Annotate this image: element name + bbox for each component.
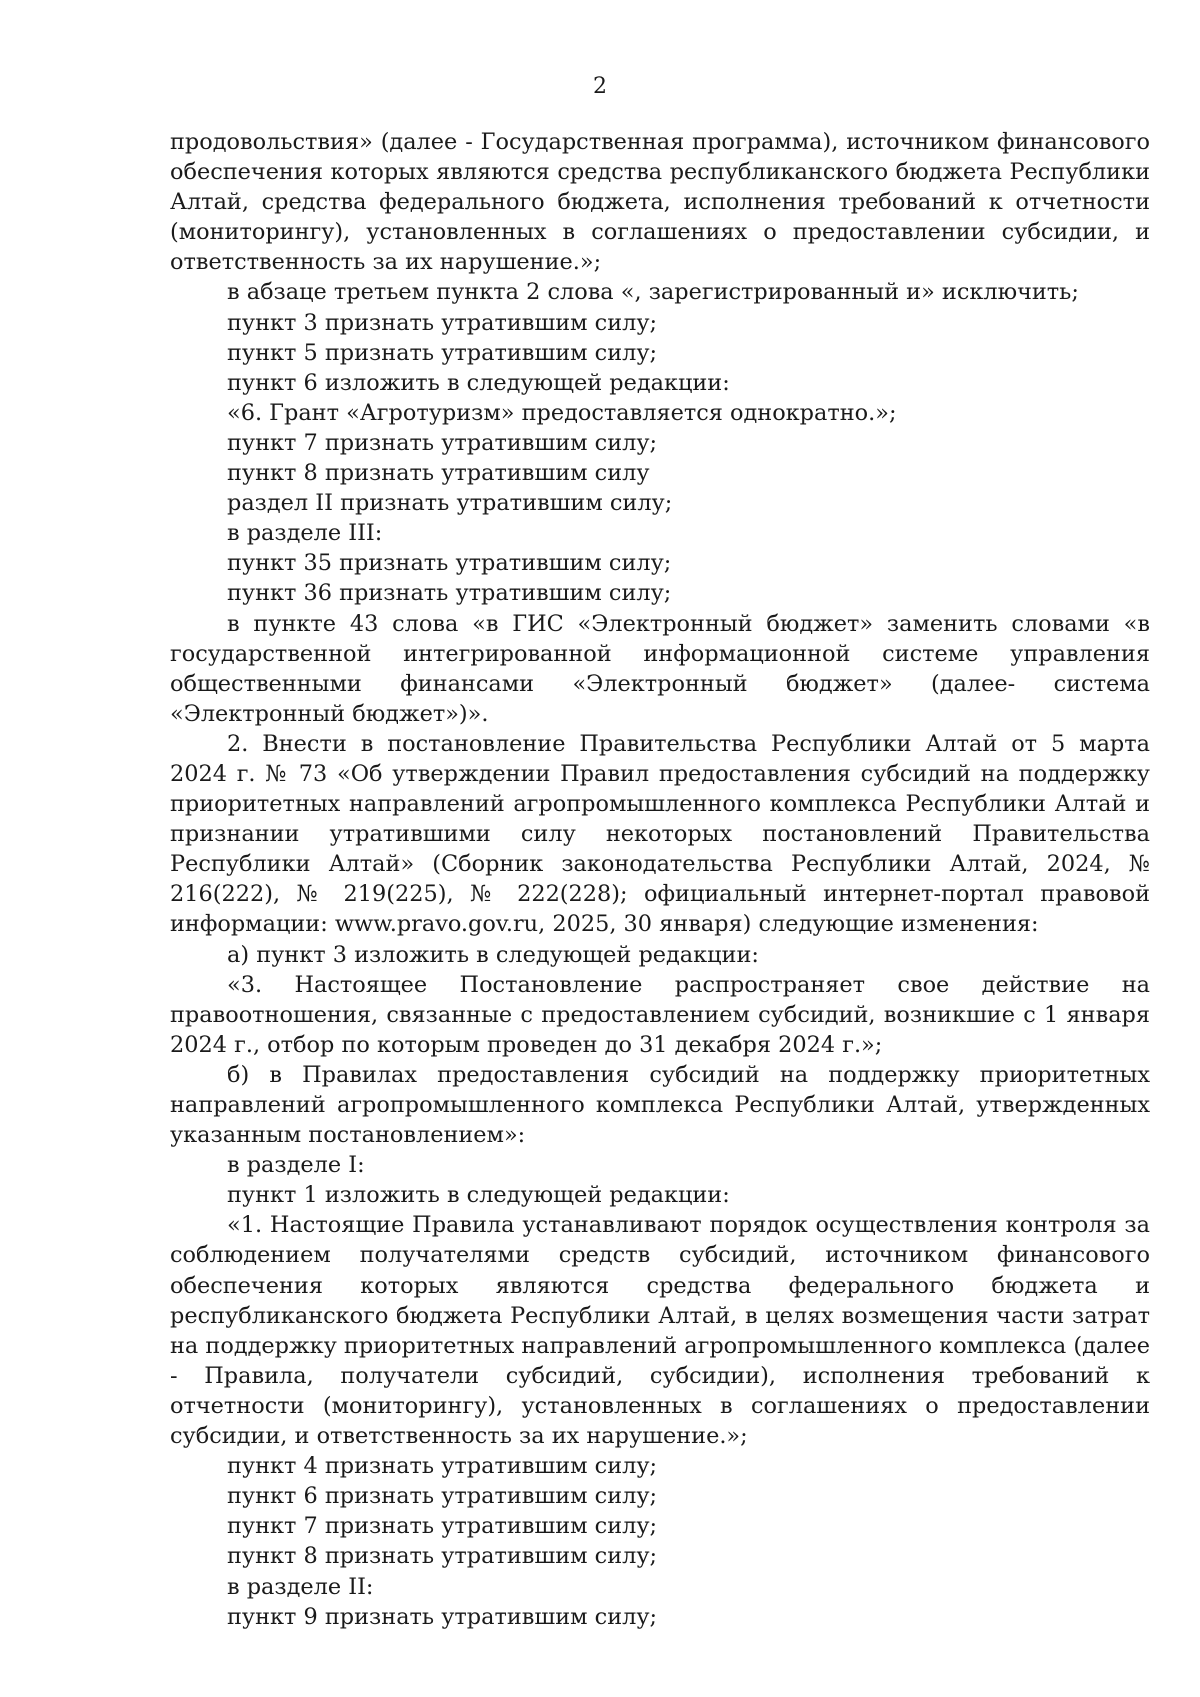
paragraph: пункт 5 признать утратившим силу; bbox=[227, 339, 658, 366]
paragraph: пункт 35 признать утратившим силу; bbox=[227, 550, 672, 577]
paragraph: пункт 1 изложить в следующей редакции: bbox=[227, 1182, 730, 1209]
paragraph: пункт 36 признать утратившим силу; bbox=[227, 580, 672, 607]
paragraph: в разделе II: bbox=[227, 1573, 374, 1600]
paragraph: в пункте 43 слова «в ГИС «Электронный бюджет» заменить словами «в государственной интегрированной информационной системе управления общественными финансами «Электронный бюджет» (далее- система «Электронный бюджет»)». bbox=[170, 610, 1150, 727]
page-number: 2 bbox=[593, 74, 607, 99]
paragraph: пункт 8 признать утратившим силу bbox=[227, 460, 650, 487]
paragraph: «6. Грант «Агротуризм» предоставляется однократно.»; bbox=[227, 399, 897, 426]
paragraph: в абзаце третьем пункта 2 слова «, зарегистрированный и» исключить; bbox=[227, 279, 1079, 306]
paragraph: пункт 3 признать утратившим силу; bbox=[227, 309, 658, 336]
paragraph: «3. Настоящее Постановление распространяет свое действие на правоотношения, связанные с предоставлением субсидий, возникшие с 1 января 2024 г., отбор по которым проведен до 31 декабря 2024 г.»; bbox=[170, 971, 1150, 1058]
paragraph: «1. Настоящие Правила устанавливают порядок осуществления контроля за соблюдением получателями средств субсидий, источником финансового обеспечения которых являются средства федерального бюджета и республиканского бюджета Республики Алтай, в целях возмещения части затрат на поддержку приоритетных направлений агропромышленного комплекса (далее - Правила, получатели субсидий, субсидии), исполнения требований к отчетности (мониторингу), установленных в соглашениях о предоставлении субсидии, и ответственность за их нарушение.»; bbox=[170, 1212, 1150, 1450]
paragraph: пункт 9 признать утратившим силу; bbox=[227, 1603, 658, 1630]
paragraph: продовольствия» (далее - Государственная программа), источником финансового обеспечения которых являются средства республиканского бюджета Республики Алтай, средства федерального бюджета, исполнения требований к отчетности (мониторингу), установленных в соглашениях о предоставлении субсидии, и ответственность за их нарушение.»; bbox=[170, 129, 1150, 276]
paragraph: пункт 8 признать утратившим силу; bbox=[227, 1543, 658, 1570]
paragraph: пункт 4 признать утратившим силу; bbox=[227, 1453, 658, 1480]
document-body bbox=[170, 127, 1150, 1632]
paragraph: в разделе I: bbox=[227, 1152, 365, 1179]
paragraph: б) в Правилах предоставления субсидий на поддержку приоритетных направлений агропромышленного комплекса Республики Алтай, утвержденных указанным постановлением»: bbox=[170, 1061, 1150, 1149]
paragraph: 2. Внести в постановление Правительства Республики Алтай от 5 марта 2024 г. № 73 «Об утверждении Правил предоставления субсидий на поддержку приоритетных направлений агропромышленного комплекса Республики Алтай и признании утратившими силу некоторых постановлений Правительства Республики Алтай» (Сборник законодательства Республики Алтай, 2024, № 216(222), № 219(225), № 222(228); официальный интернет-портал правовой информации: www.pravo.gov.ru, 2025, 30 января) следующие изменения: bbox=[170, 730, 1150, 938]
paragraph: а) пункт 3 изложить в следующей редакции: bbox=[227, 941, 759, 968]
paragraph: пункт 7 признать утратившим силу; bbox=[227, 1513, 658, 1540]
paragraph: в разделе III: bbox=[227, 520, 383, 547]
paragraph: пункт 6 признать утратившим силу; bbox=[227, 1483, 658, 1510]
paragraph: раздел II признать утратившим силу; bbox=[227, 490, 673, 517]
paragraph: пункт 7 признать утратившим силу; bbox=[227, 429, 658, 456]
paragraph: пункт 6 изложить в следующей редакции: bbox=[227, 369, 730, 396]
